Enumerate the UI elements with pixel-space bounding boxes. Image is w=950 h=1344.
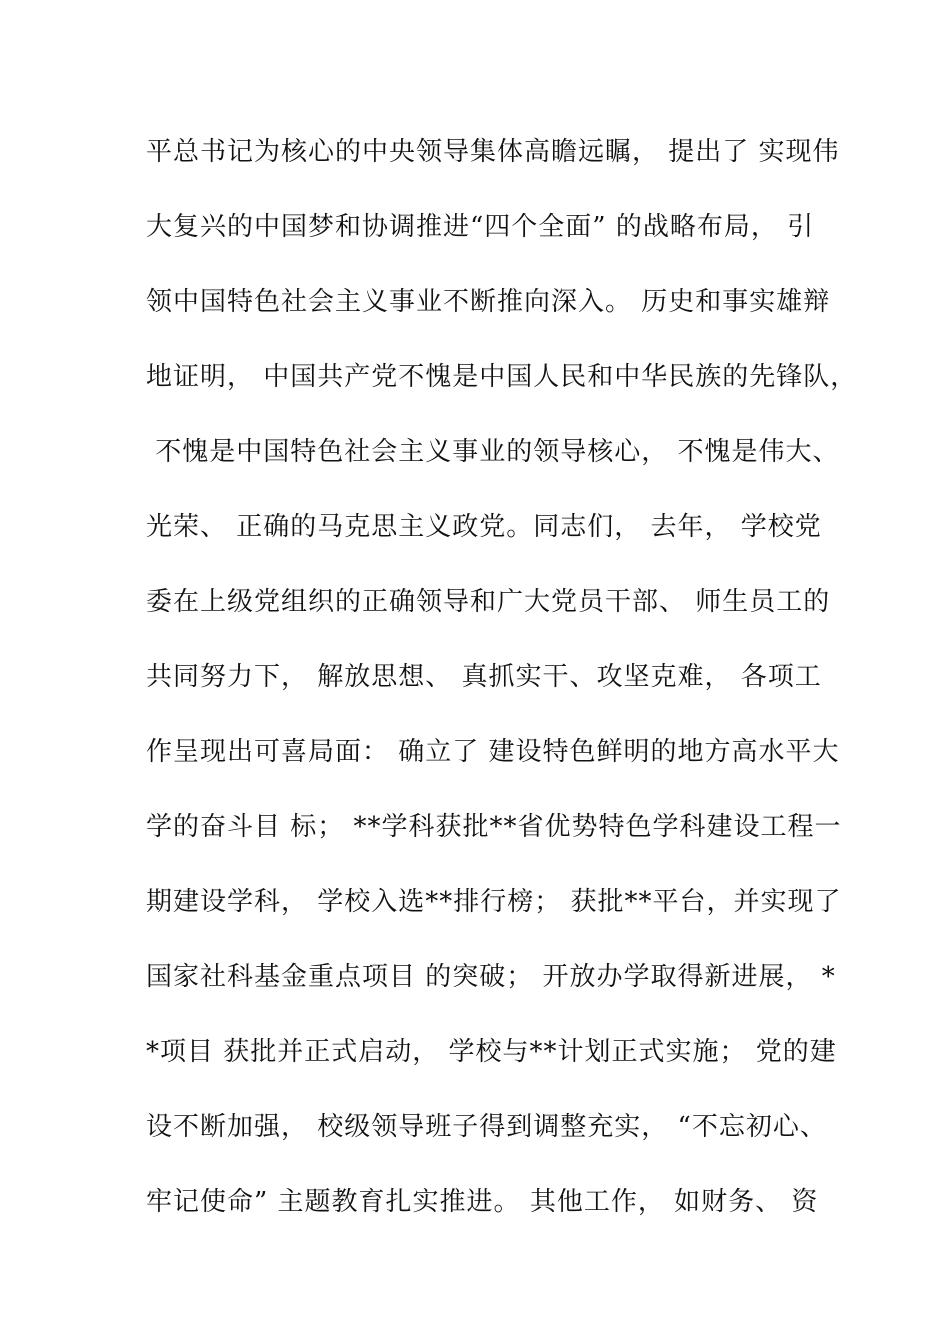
text-line: 领中国特色社会主义事业不断推向深入。 历史和事实雄辩 <box>146 287 831 317</box>
text-line: 大复兴的中国梦和协调推进“四个全面” 的战略布局， 引 <box>146 212 815 242</box>
text-line: 委在上级党组织的正确领导和广大党员干部、 师生员工的 <box>146 587 831 617</box>
text-line: 期建设学科， 学校入选**排行榜； 获批**平台，并实现了 <box>146 887 842 917</box>
text-line: *项目 获批并正式启动， 学校与**计划正式实施； 党的建 <box>146 1037 837 1067</box>
text-line: 地证明， 中国共产党不愧是中国人民和中华民族的先锋队， <box>146 362 858 392</box>
text-line: 平总书记为核心的中央领导集体高瞻远瞩， 提出了 实现伟 <box>146 137 840 167</box>
body-text <box>146 128 858 1253</box>
text-line: 不愧是中国特色社会主义事业的领导核心， 不愧是伟大、 <box>146 437 840 467</box>
text-line: 国家社科基金重点项目 的突破； 开放办学取得新进展， * <box>146 962 836 992</box>
text-line: 共同努力下， 解放思想、 真抓实干、攻坚克难， 各项工 <box>146 662 822 692</box>
text-line: 光荣、 正确的马克思主义政党。同志们， 去年， 学校党 <box>146 512 822 542</box>
text-line: 学的奋斗目 标； **学科获批**省优势特色学科建设工程一 <box>146 812 842 842</box>
text-line: 设不断加强， 校级领导班子得到调整充实， “不忘初心、 <box>146 1112 827 1142</box>
text-line: 牢记使命” 主题教育扎实推进。 其他工作， 如财务、 资 <box>146 1187 819 1217</box>
text-line: 作呈现出可喜局面： 确立了 建设特色鲜明的地方高水平大 <box>146 737 840 767</box>
